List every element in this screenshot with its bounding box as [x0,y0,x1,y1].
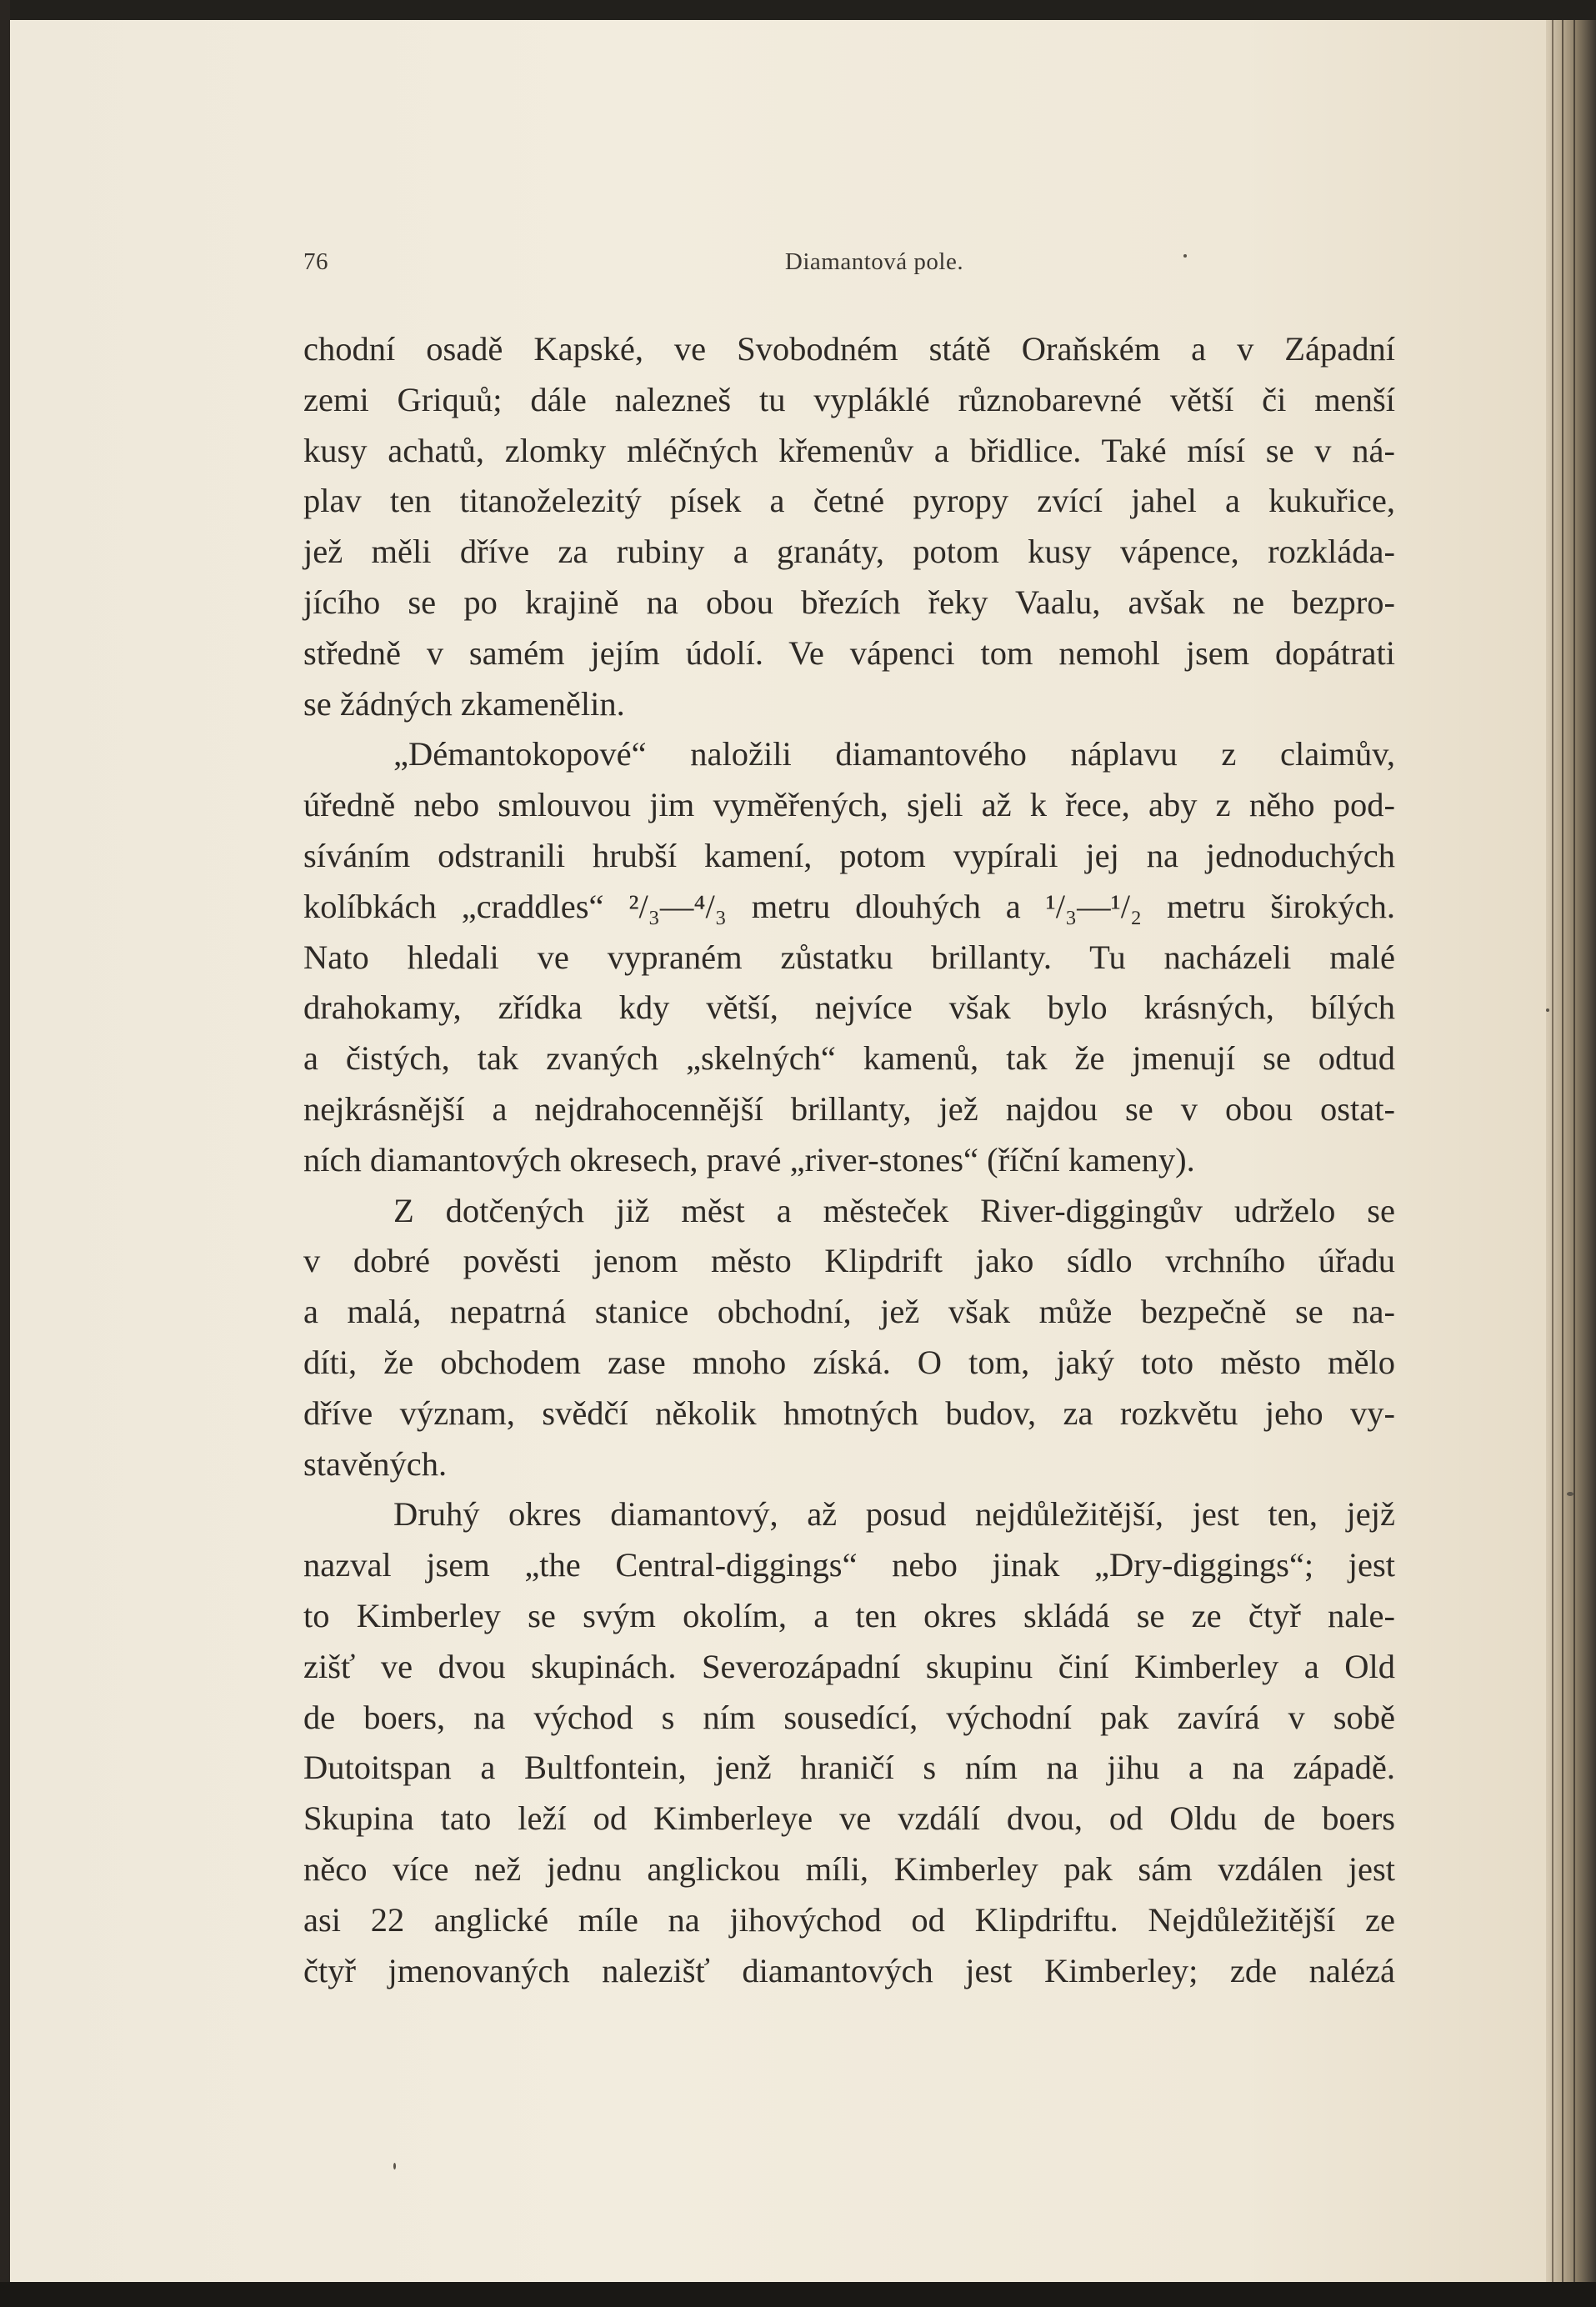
text-line: Z dotčených již měst a městeček River-diggingův udrželo se [393,1191,1395,1229]
text-line: zišť ve dvou skupinách. Severozápadní skupinu činí Kimberley a Old [303,1647,1395,1685]
text-line: stavěných. [303,1444,448,1483]
text-line: čtyř jmenovaných nalezišť diamantových jest Kimberley; zde nalézá [303,1951,1395,1989]
running-head-title: Diamantová pole. [784,248,964,275]
text-line: nazval jsem „the Central-diggings“ nebo jinak „Dry-diggings“; jest [303,1546,1395,1584]
paper-speck [1546,1008,1549,1012]
text-line: síváním odstranili hrubší kamení, potom vypírali jej na jednoduchých [303,836,1395,874]
text-line: středně v samém jejím údolí. Ve vápenci tom nemohl jsem dopátrati [303,633,1395,672]
text-line: dříve význam, svědčí několik hmotných budov, za rozkvětu jeho vy- [303,1394,1395,1432]
paper-speck [393,2163,396,2169]
text-line: Nato hledali ve vypraném zůstatku brillanty. Tu nacházeli malé [303,938,1395,976]
text-line: kolíbkách „craddles“ ²/₃—⁴/₃ metru dlouhých a ¹/₃—¹/₂ metru širokých. [303,887,1395,925]
text-line: a čistých, tak zvaných „skelných“ kamenů, tak že jmenují se odtud [303,1039,1395,1078]
scan-bottom-border [0,2282,1596,2307]
page-edge-line [1552,20,1553,2284]
page-stack-edge [1546,20,1596,2284]
text-line: v dobré pověsti jenom město Klipdrift jako sídlo vrchního úřadu [303,1242,1395,1280]
text-line: jež měli dříve za rubiny a granáty, potom kusy vápence, rozkláda- [303,533,1395,571]
page-number: 76 [303,248,328,275]
scan-left-border [0,0,10,2307]
text-line: nejkrásnější a nejdrahocennější brillanty, jež najdou se v obou ostat- [303,1089,1395,1128]
text-line: chodní osadě Kapské, ve Svobodném státě Oraňském a v Západní [303,330,1395,368]
text-line: něco více než jednu anglickou míli, Kimberley pak sám vzdálen jest [303,1849,1395,1888]
text-line: díti, že obchodem zase mnoho získá. O tom, jaký toto město mělo [303,1343,1395,1381]
text-line: zemi Griquů; dále nalezneš tu vypláklé různobarevné větší či menší [303,380,1395,418]
text-line: a malá, nepatrná stanice obchodní, jež však může bezpečně se na- [303,1293,1395,1331]
text-line: drahokamy, zřídka kdy větší, nejvíce však bylo krásných, bílých [303,988,1395,1027]
text-line: jícího se po krajině na obou březích řeky Vaalu, avšak ne bezpro- [303,583,1395,621]
text-line: de boers, na východ s ním sousedící, východní pak zavírá v sobě [303,1698,1395,1736]
page-edge-line [1573,20,1575,2284]
text-line: Druhý okres diamantový, až posud nejdůležitější, jest ten, jejž [393,1495,1395,1534]
body-text [303,324,1395,1996]
paper-speck [1567,1492,1573,1496]
text-line: to Kimberley se svým okolím, a ten okres skládá se ze čtyř nale- [303,1596,1395,1634]
text-line: se žádných zkamenělin. [303,684,625,723]
page-edge-line [1562,20,1563,2284]
text-line: ních diamantových okresech, pravé „river-stones“ (říční kameny). [303,1140,1195,1179]
text-line: asi 22 anglické míle na jihovýchod od Klipdriftu. Nejdůležitější ze [303,1900,1395,1939]
text-line: úředně nebo smlouvou jim vyměřených, sjeli až k řece, aby z něho pod- [303,786,1395,824]
text-line: „Démantokopové“ naložili diamantového náplavu z claimův, [393,735,1395,773]
text-line: kusy achatů, zlomky mléčných křemenův a břidlice. Také mísí se v ná- [303,431,1395,469]
text-line: Dutoitspan a Bultfontein, jenž hraničí s ním na jihu a na západě. [303,1749,1395,1787]
text-line: Skupina tato leží od Kimberleye ve vzdálí dvou, od Oldu de boers [303,1799,1395,1838]
text-line: plav ten titanoželezitý písek a četné pyropy zvící jahel a kukuřice, [303,482,1395,520]
running-head [303,248,1395,282]
